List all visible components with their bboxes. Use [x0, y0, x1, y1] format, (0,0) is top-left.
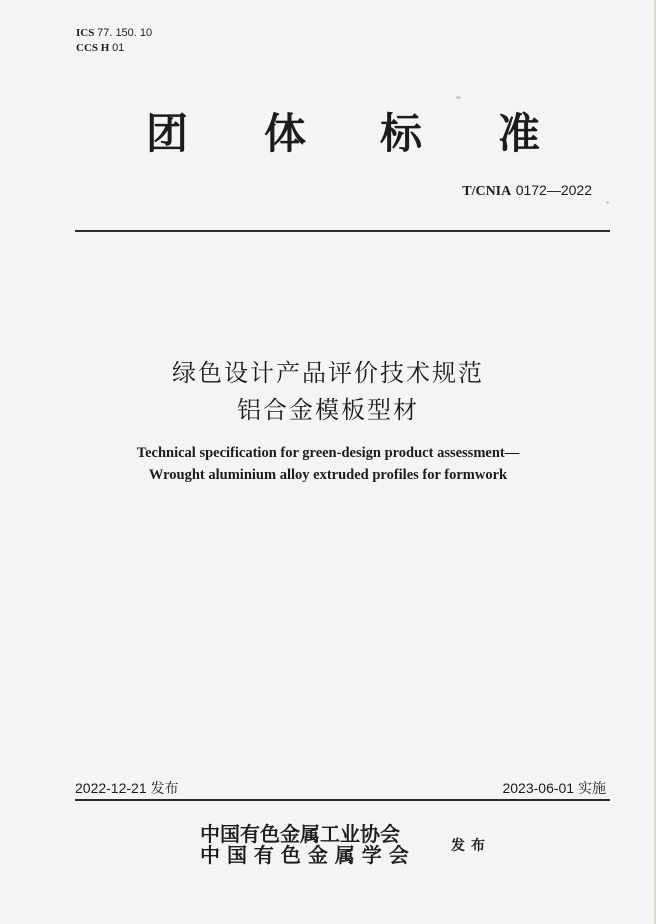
classification-codes [76, 26, 152, 56]
standard-type-heading [0, 108, 656, 164]
title-cn-line2: 铝合金模板型材 [237, 396, 419, 424]
header-divider [75, 230, 610, 232]
publish-label: 发布 [451, 838, 491, 854]
publisher-line1: 中国有色金属工业协会 [200, 822, 400, 846]
standard-number: T/CNIA 0172—2022 [462, 182, 592, 199]
publisher-line2: 中 国 有 色 金 属 学 会 [200, 843, 409, 867]
scan-speck [606, 201, 609, 204]
scan-speck [456, 96, 461, 99]
implementation-date: 2023-06-01 实施 [502, 780, 606, 797]
standard-type-char: 准 [498, 109, 541, 158]
title-cn-line1: 绿色设计产品评价技术规范 [172, 359, 484, 387]
issue-date: 2022-12-21 发布 [75, 780, 179, 797]
standard-type-char: 体 [264, 109, 307, 158]
title-en-line1: Technical specification for green-design product assessment— [136, 445, 520, 461]
standard-type-char: 团 [146, 109, 189, 158]
ics-code: ICS 77. 150. 10 [76, 27, 153, 39]
footer-divider [75, 799, 610, 801]
title-en-line2: Wrought aluminium alloy extruded profiles for formwork [148, 467, 508, 483]
standard-type-char: 标 [380, 109, 423, 158]
ccs-code: CCS H 01 [76, 42, 125, 54]
